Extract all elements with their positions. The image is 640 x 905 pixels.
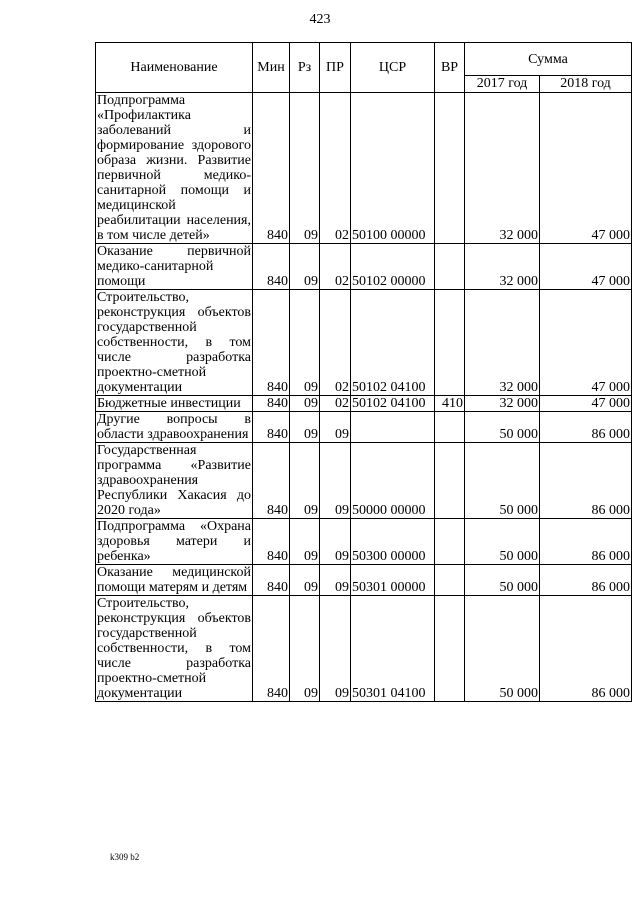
row-sum-2018-cell: 86 000 [540,443,632,519]
row-rz-cell: 09 [290,93,320,244]
row-name-cell: Подпрограмма «Профилактика заболеваний и формирование здорового образа жизни. Развитие первичной медико-санитарной помощи и медицинской реабилитации населения, в том числе детей» [97,93,251,243]
row-csr-cell: 50000 00000 [351,443,435,519]
row-csr-cell [351,412,435,443]
row-min-cell: 840 [253,93,290,244]
row-rz-cell: 09 [290,519,320,565]
row-sum-2018-cell: 47 000 [540,244,632,290]
row-min-cell: 840 [253,412,290,443]
row-sum-2018-cell: 47 000 [540,93,632,244]
row-pr-cell: 02 [320,290,351,396]
table-body [96,93,632,702]
row-vr-cell [435,596,465,702]
header-csr: ЦСР [351,43,435,93]
row-rz-cell: 09 [290,396,320,412]
table-row [96,396,632,412]
row-csr-cell: 50301 04100 [351,596,435,702]
row-min-cell: 840 [253,443,290,519]
row-name-cell: Строительство, реконструкция объектов государственной собственности, в том числе разработка проектно-сметной документации [97,596,251,701]
header-rz: Рз [290,43,320,93]
row-min-cell: 840 [253,396,290,412]
row-pr-cell: 09 [320,412,351,443]
row-sum-2017-cell: 50 000 [465,596,540,702]
header-pr: ПР [320,43,351,93]
row-csr-cell: 50301 00000 [351,565,435,596]
row-sum-2018-cell: 47 000 [540,396,632,412]
row-min-cell: 840 [253,290,290,396]
row-rz-cell: 09 [290,443,320,519]
row-csr-cell: 50100 00000 [351,93,435,244]
row-name-cell: Оказание медицинской помощи матерям и детям [97,565,251,595]
table-row [96,596,632,702]
table-row [96,443,632,519]
row-pr-cell: 09 [320,565,351,596]
table-row [96,244,632,290]
table-row [96,519,632,565]
row-sum-2018-cell: 86 000 [540,596,632,702]
row-min-cell: 840 [253,244,290,290]
row-vr-cell [435,565,465,596]
table-row [96,412,632,443]
row-rz-cell: 09 [290,290,320,396]
row-min-cell: 840 [253,596,290,702]
row-csr-cell: 50300 00000 [351,519,435,565]
row-rz-cell: 09 [290,565,320,596]
row-sum-2017-cell: 50 000 [465,519,540,565]
row-rz-cell: 09 [290,244,320,290]
page-number: 423 [309,12,331,27]
header-min: Мин [253,43,290,93]
row-pr-cell: 09 [320,596,351,702]
header-year-2017: 2017 год [465,76,540,93]
row-sum-2017-cell: 50 000 [465,412,540,443]
row-pr-cell: 02 [320,396,351,412]
row-name-cell: Государственная программа «Развитие здравоохранения Республики Хакасия до 2020 года» [97,443,251,518]
row-rz-cell: 09 [290,596,320,702]
table-row [96,93,632,244]
header-row [96,43,632,76]
row-pr-cell: 09 [320,443,351,519]
row-vr-cell [435,93,465,244]
table-row [96,565,632,596]
row-vr-cell [435,443,465,519]
budget-table [95,42,632,702]
row-csr-cell: 50102 00000 [351,244,435,290]
row-name-cell: Подпрограмма «Охрана здоровья матери и ребенка» [97,519,251,564]
row-name-cell: Оказание первичной медико-санитарной помощи [97,244,251,289]
header-year-2018: 2018 год [540,76,632,93]
footer-code: k309 b2 [110,852,140,862]
row-rz-cell: 09 [290,412,320,443]
row-min-cell: 840 [253,519,290,565]
table-row [96,290,632,396]
header-sum: Сумма [465,43,632,76]
row-sum-2018-cell: 86 000 [540,519,632,565]
row-pr-cell: 02 [320,93,351,244]
row-name-cell: Бюджетные инвестиции [96,396,253,412]
row-sum-2018-cell: 47 000 [540,290,632,396]
row-vr-cell [435,519,465,565]
row-sum-2017-cell: 32 000 [465,93,540,244]
row-vr-cell [435,290,465,396]
row-pr-cell: 02 [320,244,351,290]
row-pr-cell: 09 [320,519,351,565]
row-min-cell: 840 [253,565,290,596]
row-sum-2017-cell: 32 000 [465,396,540,412]
row-csr-cell: 50102 04100 [351,396,435,412]
row-sum-2017-cell: 50 000 [465,443,540,519]
row-sum-2017-cell: 32 000 [465,244,540,290]
row-vr-cell [435,412,465,443]
row-csr-cell: 50102 04100 [351,290,435,396]
header-name: Наименование [96,43,253,93]
row-sum-2018-cell: 86 000 [540,412,632,443]
row-sum-2018-cell: 86 000 [540,565,632,596]
row-vr-cell: 410 [435,396,465,412]
row-vr-cell [435,244,465,290]
row-name-cell: Строительство, реконструкция объектов государственной собственности, в том числе разработка проектно-сметной документации [97,290,251,395]
header-vr: ВР [435,43,465,93]
row-sum-2017-cell: 50 000 [465,565,540,596]
row-name-cell: Другие вопросы в области здравоохранения [97,412,251,442]
row-sum-2017-cell: 32 000 [465,290,540,396]
